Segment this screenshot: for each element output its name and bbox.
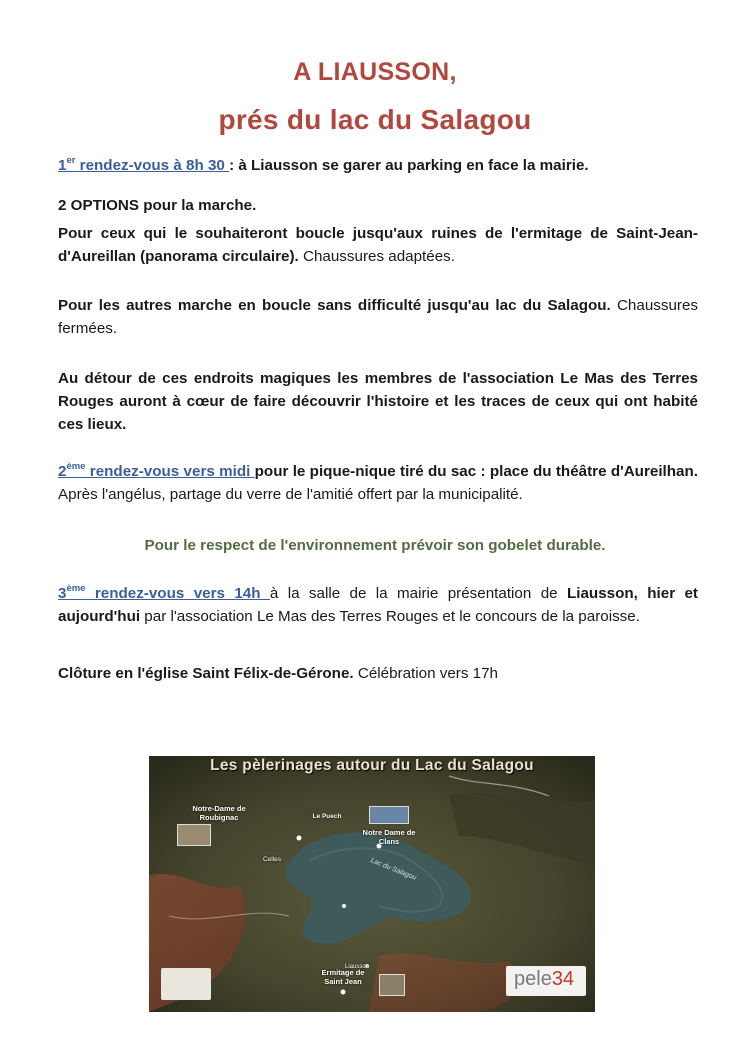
map-label-nd-clans: Notre Dame de Clans	[362, 828, 416, 846]
rdv3-sup: ème	[66, 582, 86, 594]
cloture-text: Célébration vers 17h	[353, 665, 498, 682]
page-title-line2: prés du lac du Salagou	[218, 104, 532, 135]
rdv3-link[interactable]	[58, 582, 270, 602]
chapel-thumbnail-roubignac	[177, 824, 211, 846]
chapel-thumbnail-clans	[369, 806, 409, 824]
hermitage-thumbnail	[379, 974, 405, 996]
rdv1-sup: er	[66, 154, 76, 166]
rdv3-link-text: rendez-vous vers 14h	[85, 585, 270, 602]
rdv2-link-text: rendez-vous vers midi	[85, 463, 255, 480]
rdv1-paragraph	[58, 154, 698, 177]
rdv3-text1: à la salle de la mairie présentation de	[269, 585, 567, 602]
rdv2-paragraph	[58, 460, 698, 506]
pele-logo-text: pele	[514, 968, 552, 990]
rdv2-num: 2	[58, 463, 67, 480]
option2-paragraph	[58, 294, 698, 340]
environment-note: Pour le respect de l'environnement prévoir son gobelet durable.	[144, 537, 606, 554]
cloture-paragraph	[58, 662, 698, 685]
rdv1-link[interactable]	[58, 154, 230, 174]
rdv3-bold: Liausson, hier et aujourd'hui	[58, 585, 698, 625]
map-label-celles: Celles	[262, 856, 282, 863]
option2-bold: Pour les autres marche en boucle sans difficulté jusqu'au lac du Salagou.	[58, 297, 611, 314]
rdv2-sup: ème	[66, 460, 86, 472]
option1-bold: Pour ceux qui le souhaiteront boucle jusqu'aux ruines de l'ermitage de Saint-Jean-d'Aureillan (panorama circulaire).	[58, 225, 698, 265]
option2-text: Chaussures fermées.	[58, 297, 698, 337]
option1-text: Chaussures adaptées.	[298, 248, 455, 265]
cloture-bold: Clôture en l'église Saint Félix-de-Gérone.	[58, 665, 354, 682]
rdv2-text: Après l'angélus, partage du verre de l'amitié offert par la municipalité.	[58, 486, 523, 503]
association-paragraph: Au détour de ces endroits magiques les membres de l'association Le Mas des Terres Rouges auront à cœur de faire découvrir l'histoire et les traces de ceux qui ont habité ces lieux.	[58, 370, 698, 433]
rdv2-link[interactable]	[58, 460, 255, 480]
pele-logo-number: 34	[551, 968, 575, 990]
map-label-le-puech: Le Puech	[312, 813, 342, 820]
lake-map-image	[149, 756, 595, 1012]
map-title: Les pèlerinages autour du Lac du Salagou	[210, 757, 534, 774]
rdv1-text: : à Liausson se garer au parking en face la mairie.	[229, 157, 589, 174]
rdv1-num: 1	[58, 157, 67, 174]
options-heading: 2 OPTIONS pour la marche.	[58, 197, 257, 214]
page-title-line1: A LIAUSSON,	[293, 58, 457, 86]
map-label-lac: Lac du Salagou	[369, 857, 418, 882]
map-label-ermitage: Ermitage de Saint Jean	[321, 968, 365, 986]
rdv3-text2: par l'association Le Mas des Terres Rouges et le concours de la paroisse.	[140, 608, 640, 625]
rdv3-num: 3	[58, 585, 67, 602]
rdv2-bold: pour le pique-nique tiré du sac : place du théâtre d'Aureilhan.	[254, 463, 698, 480]
rdv3-paragraph	[58, 582, 698, 628]
pele34-logo	[506, 966, 586, 996]
map-label-nd-roubignac: Notre-Dame de Roubignac	[192, 804, 246, 822]
option1-paragraph	[58, 222, 698, 268]
map-label-liausson: Liausson	[344, 964, 370, 970]
rdv1-link-text: rendez-vous à 8h 30	[75, 157, 230, 174]
diocese-logo	[161, 968, 211, 1000]
